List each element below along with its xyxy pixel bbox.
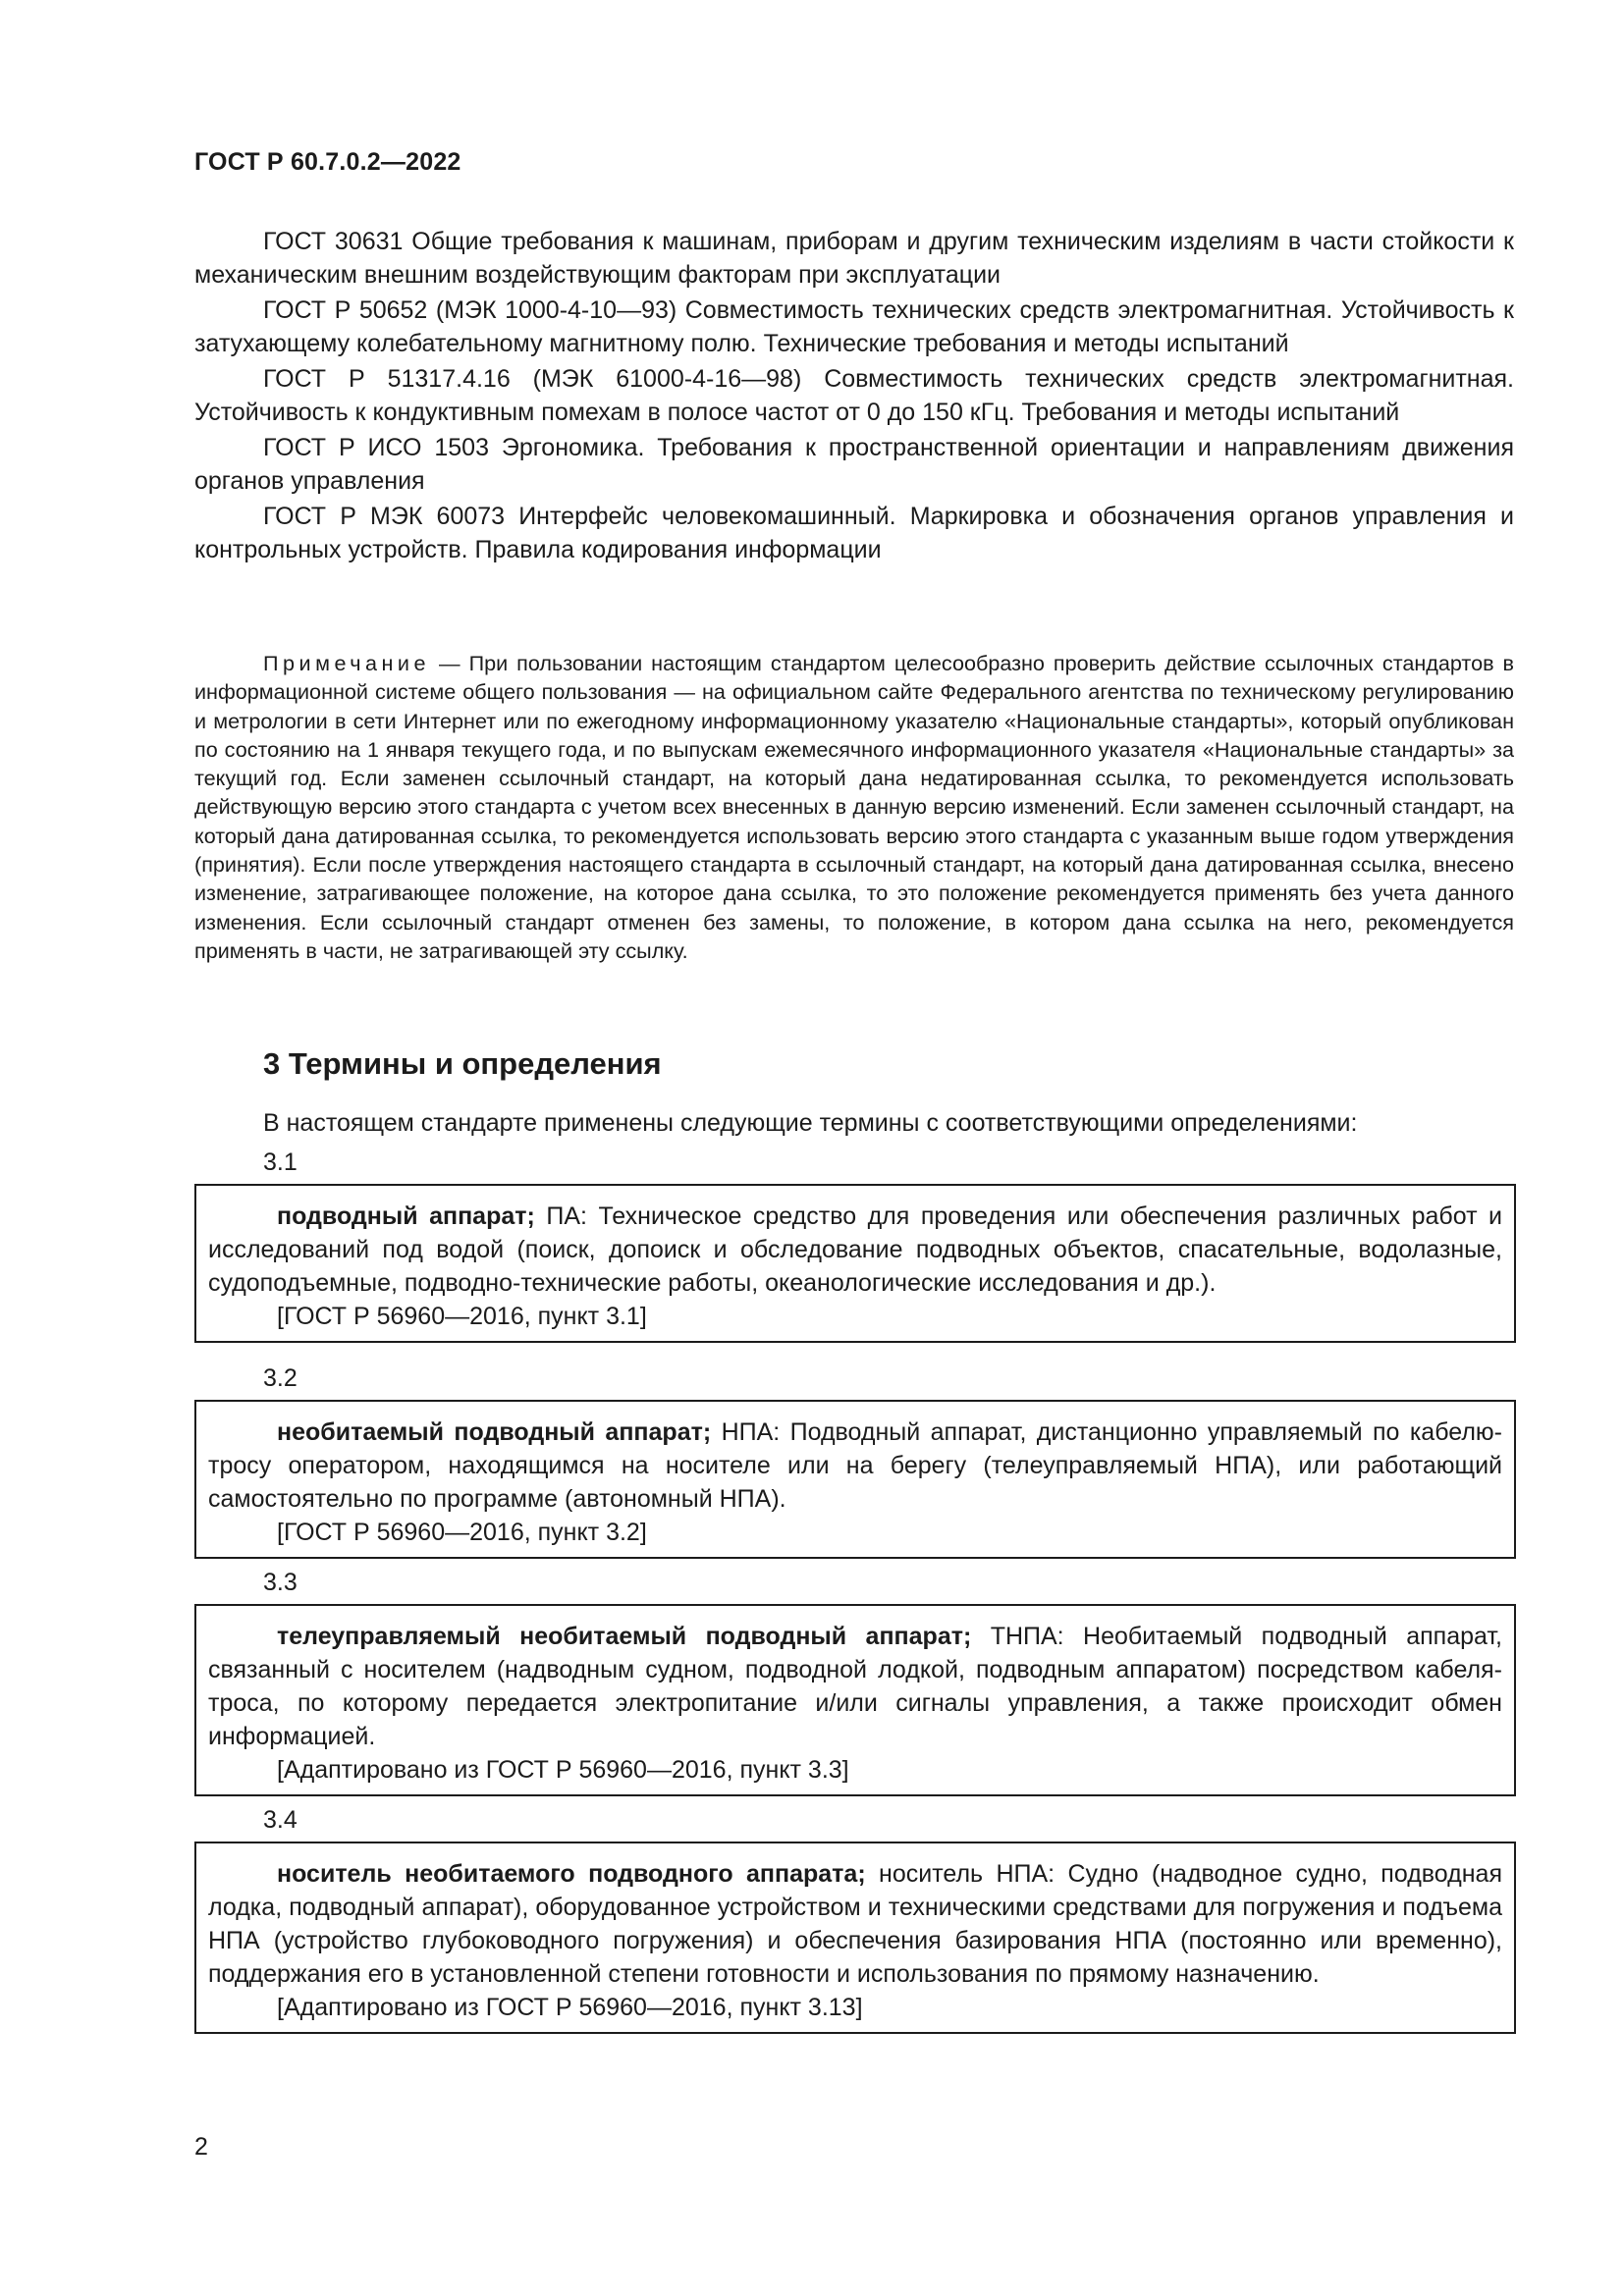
term-paragraph: [208, 1857, 1502, 1991]
page-number: 2: [194, 2133, 208, 2161]
term-name: телеуправляемый необитаемый подводный аппарат;: [277, 1623, 972, 1650]
note-dash: —: [430, 651, 469, 675]
term-definition-box: [194, 1184, 1516, 1343]
term-definition-box: [194, 1400, 1516, 1559]
note-text: При пользовании настоящим стандартом целесообразно проверить действие ссылочных стандартов в информационной системе общего пользования — на официальном сайте Федерального агентства по техническому регулированию и метрологии в сети Интернет или по ежегодному информационному указателю «Национальные стандарты», который опубликован по состоянию на 1 января текущего года, и по выпускам ежемесячного информационного указателя «Национальные стандарты» за текущий год. Если заменен ссылочный стандарт, на который дана недатированная ссылка, то рекомендуется использовать действующую версию этого стандарта с учетом всех внесенных в данную версию изменений. Если заменен ссылочный стандарт, на который дана датированная ссылка, то рекомендуется использовать версию этого стандарта с указанным выше годом утверждения (принятия). Если после утверждения настоящего стандарта в ссылочный стандарт, на который дана датированная ссылка, внесено изменение, затрагивающее положение, на которое дана ссылка, то это положение рекомендуется применять без учета данного изменения. Если ссылочный стандарт отменен без замены, то положение, в котором дана ссылка на него, рекомендуется применять в части, не затрагивающей эту ссылку.: [194, 651, 1515, 963]
reference-item: ГОСТ Р 51317.4.16 (МЭК 61000-4-16—98) Совместимость технических средств электромагнитная. Устойчивость к кондуктивным помехам в полосе частот от 0 до 150 кГц. Требования и методы испытаний: [194, 365, 1514, 426]
term-definition: носитель НПА: Судно (надводное судно, подводная лодка, подводный аппарат), оборудованное устройством и техническими средствами для погружения и подъема НПА (устройство глубоководного погружения) и обеспечения базирования НПА (постоянно или временно), поддержания его в установленной степени готовности и использования по прямому назначению.: [208, 1860, 1502, 1988]
term-number: 3.2: [263, 1364, 298, 1392]
term-source: [Адаптировано из ГОСТ Р 56960—2016, пункт 3.13]: [277, 1994, 863, 2021]
term-definition-box: [194, 1842, 1516, 2034]
term-number: 3.3: [263, 1569, 298, 1596]
section-intro: В настоящем стандарте применены следующие термины с соответствующими определениями:: [263, 1109, 1358, 1137]
term-definition: ПА: Техническое средство для проведения или обеспечения различных работ и исследований под водой (поиск, допоиск и обследование подводных объектов, спасательные, водолазные, судоподъемные, подводно-технические работы, океанологические исследования и др.).: [208, 1202, 1503, 1297]
term-definition: НПА: Подводный аппарат, дистанционно управляемый по кабелю-тросу оператором, находящимся на носителе или на берегу (телеуправляемый НПА), или работающий самостоятельно по программе (автономный НПА).: [208, 1418, 1502, 1513]
term-definition-box: [194, 1604, 1516, 1796]
reference-item: ГОСТ Р МЭК 60073 Интерфейс человекомашинный. Маркировка и обозначения органов управления и контрольных устройств. Правила кодирования информации: [194, 503, 1514, 563]
term-source: [ГОСТ Р 56960—2016, пункт 3.1]: [277, 1303, 647, 1330]
note-paragraph: [194, 649, 1514, 965]
document-header-code: ГОСТ Р 60.7.0.2—2022: [194, 148, 461, 176]
term-paragraph: [208, 1200, 1502, 1300]
term-number: 3.4: [263, 1806, 298, 1834]
reference-item: ГОСТ 30631 Общие требования к машинам, приборам и другим техническим изделиям в части стойкости к механическим внешним воздействующим факторам при эксплуатации: [194, 228, 1514, 289]
normative-references-list: [194, 225, 1514, 568]
term-paragraph: [208, 1620, 1502, 1753]
term-name: подводный аппарат;: [277, 1202, 535, 1230]
term-source: [Адаптировано из ГОСТ Р 56960—2016, пункт 3.3]: [277, 1756, 849, 1784]
term-definition: ТНПА: Необитаемый подводный аппарат, связанный с носителем (надводным судном, подводной лодкой, подводным аппаратом) посредством кабеля-троса, по которому передается электропитание и/или сигналы управления, а также происходит обмен информацией.: [208, 1623, 1503, 1750]
term-name: носитель необитаемого подводного аппарата;: [277, 1860, 866, 1888]
reference-item: ГОСТ Р ИСО 1503 Эргономика. Требования к пространственной ориентации и направлениям движения органов управления: [194, 434, 1514, 495]
note-label: Примечание: [263, 651, 430, 675]
term-source: [ГОСТ Р 56960—2016, пункт 3.2]: [277, 1519, 647, 1546]
term-number: 3.1: [263, 1148, 298, 1176]
section-title: 3 Термины и определения: [263, 1046, 662, 1081]
references-note: [194, 649, 1514, 965]
reference-item: ГОСТ Р 50652 (МЭК 1000-4-10—93) Совместимость технических средств электромагнитная. Устойчивость к затухающему колебательному магнитному полю. Технические требования и методы испытаний: [194, 296, 1514, 357]
term-name: необитаемый подводный аппарат;: [277, 1418, 712, 1446]
term-paragraph: [208, 1415, 1502, 1516]
